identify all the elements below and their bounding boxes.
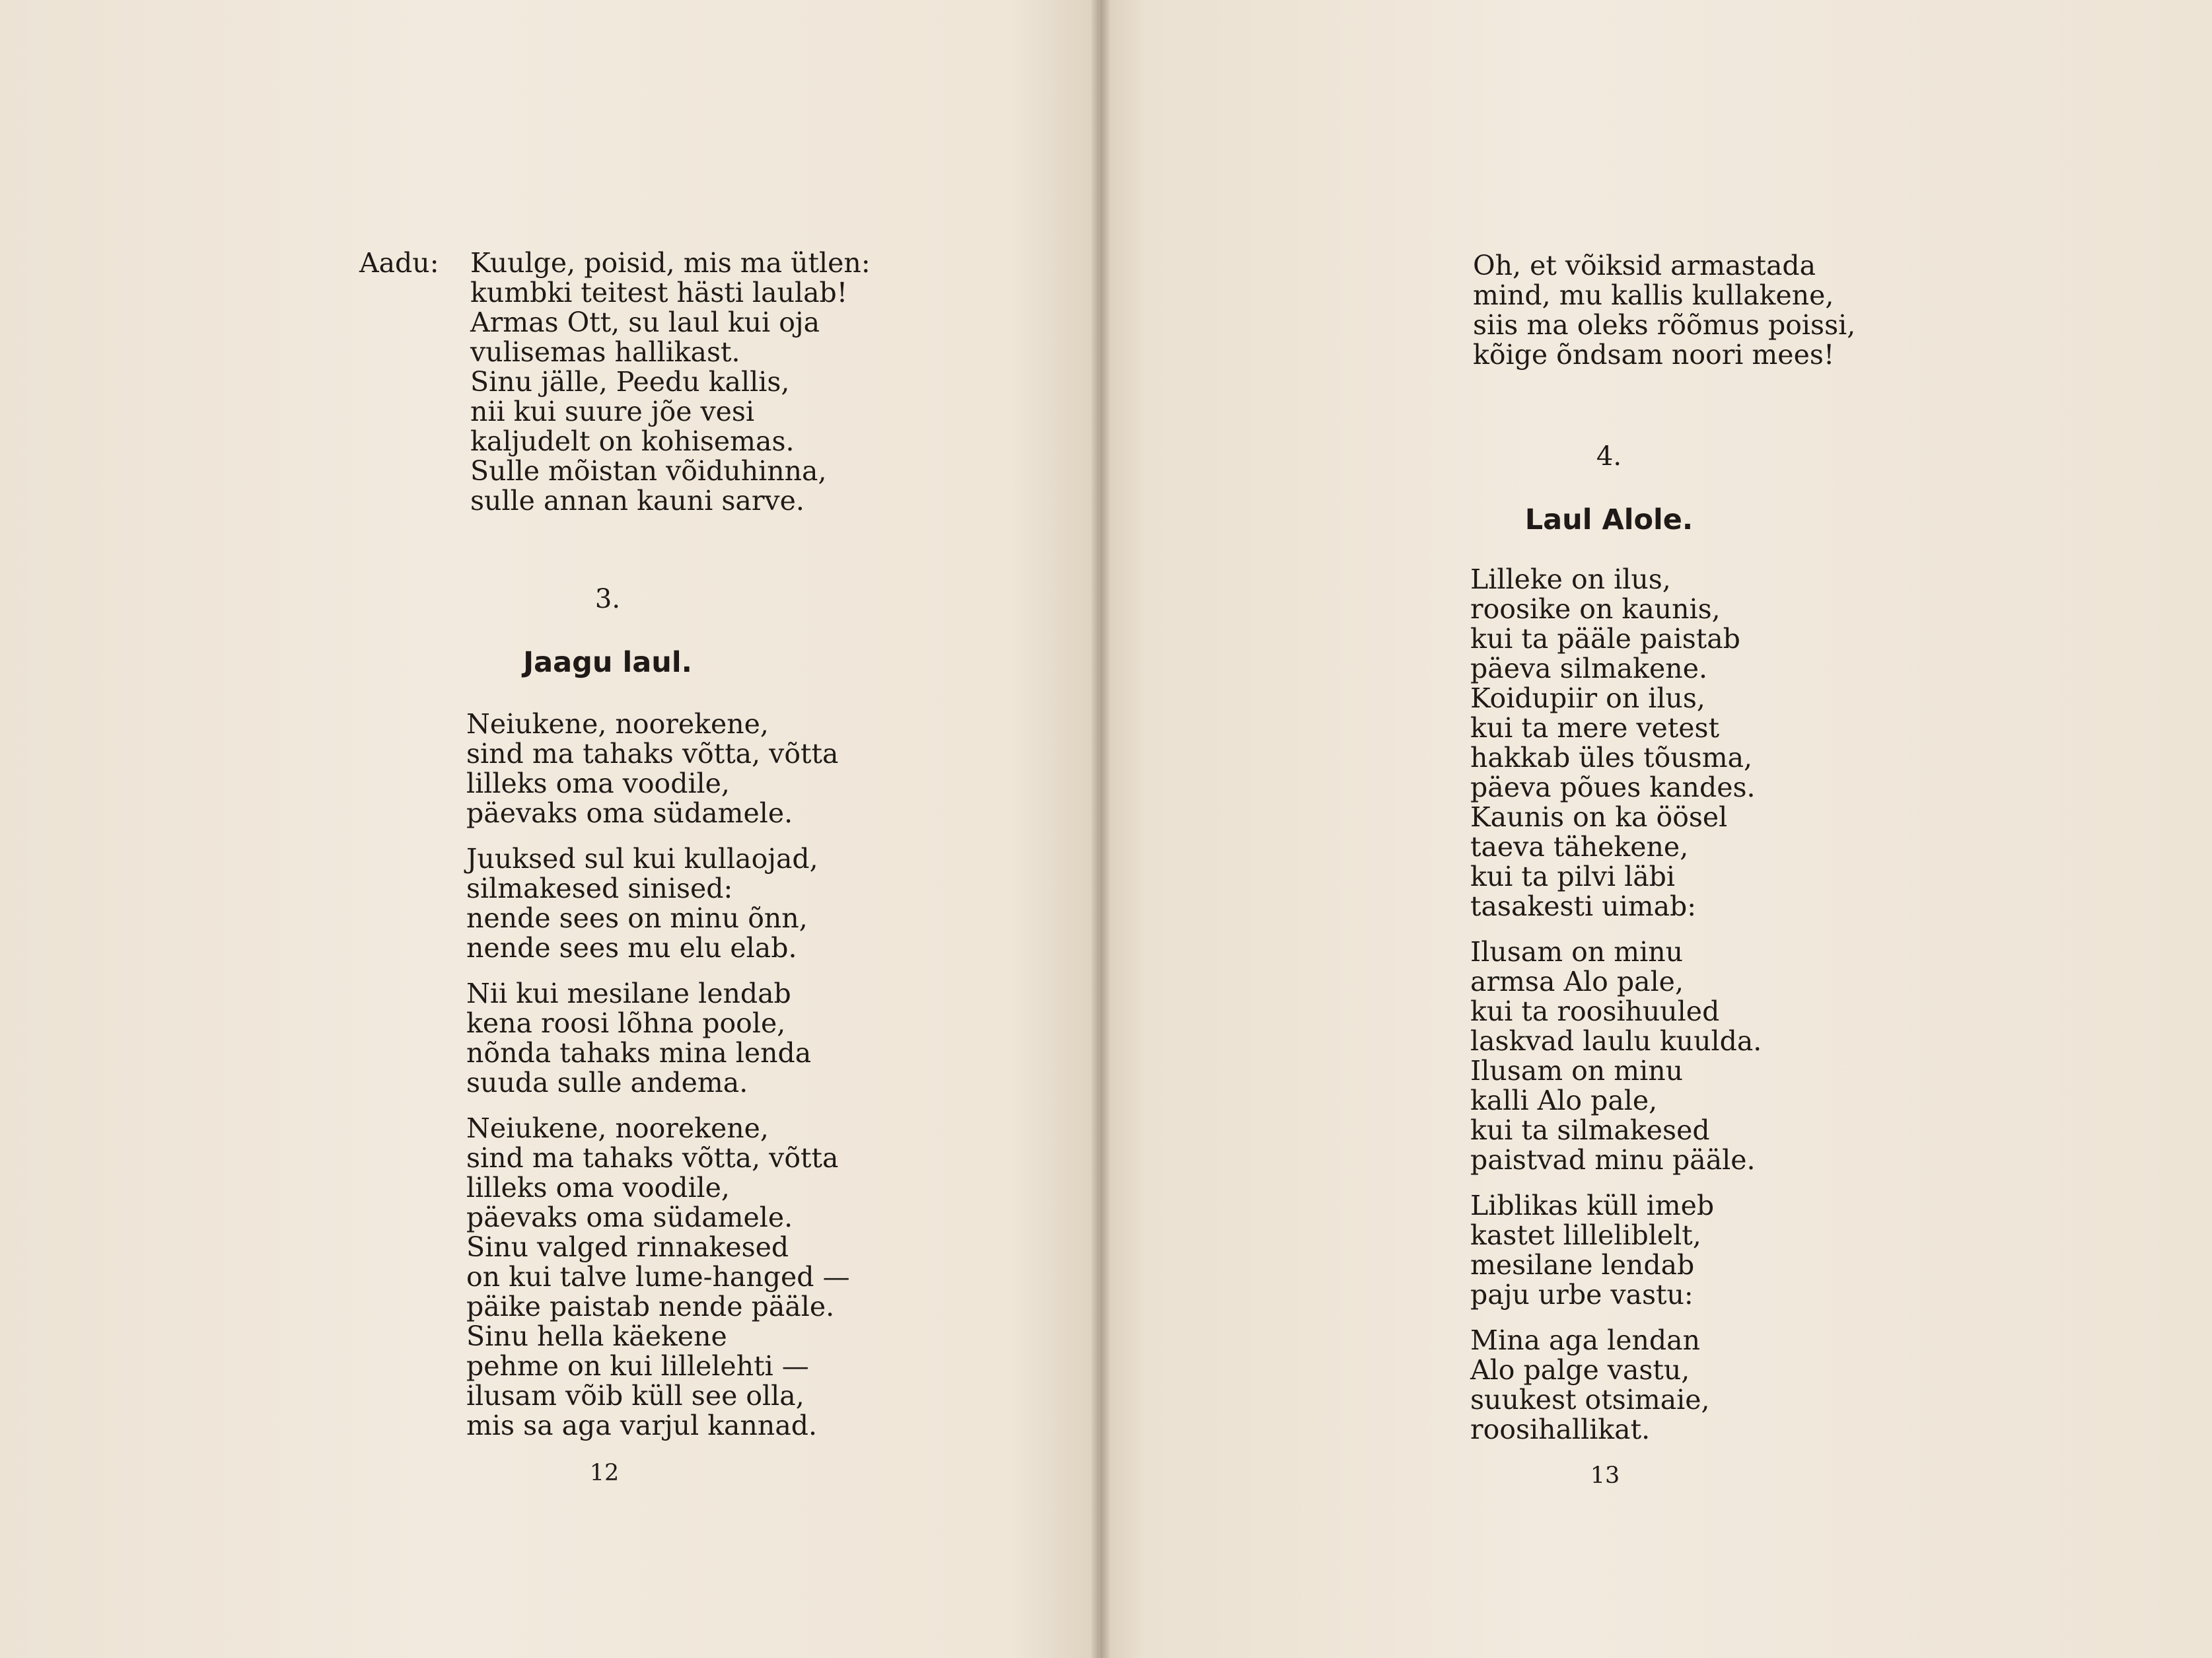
- stanza: [466, 844, 850, 963]
- stanza: [1470, 565, 1762, 921]
- verse-line: mesilane lendab: [1470, 1249, 1695, 1281]
- verse-line: kaljudelt on kohisemas.: [470, 425, 795, 457]
- poem-body: [1470, 565, 1762, 1460]
- page-number: 12: [589, 1460, 620, 1486]
- verse-line: Ilusam on minu: [1470, 936, 1684, 968]
- poem-body: [466, 709, 850, 1457]
- verse-line: kui ta silmakesed: [1470, 1114, 1710, 1146]
- right-page: [1100, 0, 2212, 1658]
- verse-line: hakkab üles tõusma,: [1470, 742, 1753, 774]
- left-page: [0, 0, 1099, 1658]
- verse-line: suuda sulle andema.: [466, 1067, 748, 1099]
- verse-line: sulle annan kauni sarve.: [470, 485, 804, 517]
- verse-line: kui ta pääle paistab: [1470, 623, 1740, 655]
- verse-line: suukest otsimaie,: [1470, 1384, 1710, 1416]
- verse-line: kena roosi lõhna poole,: [466, 1007, 786, 1039]
- verse-line: nende sees on minu õnn,: [466, 902, 808, 934]
- verse-line: nõnda tahaks mina lenda: [466, 1037, 812, 1069]
- top-stanza: [1473, 251, 1855, 370]
- verse-line: Sinu valged rinnakesed: [466, 1231, 789, 1263]
- verse-line: Kaunis on ka öösel: [1470, 801, 1728, 833]
- verse-line: päeva põues kandes.: [1470, 772, 1756, 803]
- verse-line: Neiukene, noorekene,: [466, 708, 769, 740]
- verse-line: roosihallikat.: [1470, 1414, 1651, 1445]
- page-number: 13: [1590, 1462, 1620, 1489]
- section-title: Laul Alole.: [1524, 503, 1694, 536]
- verse-line: taeva tähekene,: [1470, 831, 1689, 863]
- verse-line: sind ma tahaks võtta, võtta: [466, 738, 839, 770]
- section-number: 3.: [594, 584, 621, 614]
- verse-line: armsa Alo pale,: [1470, 966, 1684, 997]
- speech-block: [470, 248, 871, 516]
- verse-line: ilusam võib küll see olla,: [466, 1380, 804, 1412]
- verse-line: kui ta mere vetest: [1470, 712, 1720, 744]
- verse-line: Armas Ott, su laul kui oja: [470, 306, 820, 338]
- verse-line: tasakesti uimab:: [1470, 890, 1697, 922]
- book-gutter: [1091, 0, 1110, 1658]
- verse-line: siis ma oleks rõõmus poissi,: [1473, 309, 1856, 341]
- verse-line: Sulle mõistan võiduhinna,: [470, 455, 827, 487]
- verse-line: mind, mu kallis kullakene,: [1473, 279, 1834, 311]
- verse-line: kui ta pilvi läbi: [1470, 861, 1676, 892]
- verse-line: nii kui suure jõe vesi: [470, 396, 755, 427]
- verse-line: Nii kui mesilane lendab: [466, 978, 791, 1009]
- verse-line: vulisemas hallikast.: [470, 336, 740, 368]
- verse-line: kui ta roosihuuled: [1470, 995, 1720, 1027]
- verse-line: Juuksed sul kui kullaojad,: [466, 843, 818, 875]
- verse-line: pehme on kui lillelehti —: [466, 1350, 809, 1382]
- verse-line: mis sa aga varjul kannad.: [466, 1410, 818, 1441]
- verse-line: Lilleke on ilus,: [1470, 563, 1671, 595]
- verse-line: Koidupiir on ilus,: [1470, 682, 1705, 714]
- verse-line: Sinu hella käekene: [466, 1320, 727, 1352]
- stanza: [1470, 937, 1762, 1175]
- verse-line: Ilusam on minu: [1470, 1055, 1684, 1087]
- verse-line: roosike on kaunis,: [1470, 593, 1721, 625]
- section-number: 4.: [1596, 441, 1622, 472]
- stanza: [1470, 1191, 1762, 1310]
- verse-line: Oh, et võiksid armastada: [1473, 250, 1816, 281]
- verse-line: päevaks oma südamele.: [466, 1202, 793, 1233]
- section-title: Jaagu laul.: [523, 646, 692, 679]
- verse-line: silmakesed sinised:: [466, 873, 733, 904]
- stanza: [466, 1114, 850, 1441]
- stanza: [466, 709, 850, 828]
- verse-line: on kui talve lume-hanged —: [466, 1261, 850, 1293]
- verse-line: Mina aga lendan: [1470, 1324, 1701, 1356]
- verse-line: Liblikas küll imeb: [1470, 1190, 1715, 1221]
- stanza: [466, 979, 850, 1098]
- verse-line: paju urbe vastu:: [1470, 1279, 1694, 1311]
- verse-line: lilleks oma voodile,: [466, 768, 730, 799]
- verse-line: kõige õndsam noori mees!: [1473, 339, 1835, 371]
- stanza: [1470, 1326, 1762, 1445]
- verse-line: päevaks oma südamele.: [466, 797, 793, 829]
- verse-line: päeva silmakene.: [1470, 653, 1707, 684]
- verse-line: sind ma tahaks võtta, võtta: [466, 1142, 839, 1174]
- verse-line: laskvad laulu kuulda.: [1470, 1025, 1762, 1057]
- verse-line: Neiukene, noorekene,: [466, 1112, 769, 1144]
- verse-line: Sinu jälle, Peedu kallis,: [470, 366, 790, 398]
- verse-line: paistvad minu pääle.: [1470, 1144, 1756, 1176]
- verse-line: nende sees mu elu elab.: [466, 932, 797, 964]
- verse-line: Alo palge vastu,: [1470, 1354, 1690, 1386]
- verse-line: lilleks oma voodile,: [466, 1172, 730, 1204]
- verse-line: päike paistab nende pääle.: [466, 1291, 835, 1322]
- verse-line: kalli Alo pale,: [1470, 1085, 1658, 1116]
- verse-line: Kuulge, poisid, mis ma ütlen:: [470, 247, 871, 279]
- verse-line: kumbki teitest hästi laulab!: [470, 277, 848, 308]
- verse-line: kastet lilleliblelt,: [1470, 1219, 1701, 1251]
- speaker-label: Aadu:: [359, 247, 439, 279]
